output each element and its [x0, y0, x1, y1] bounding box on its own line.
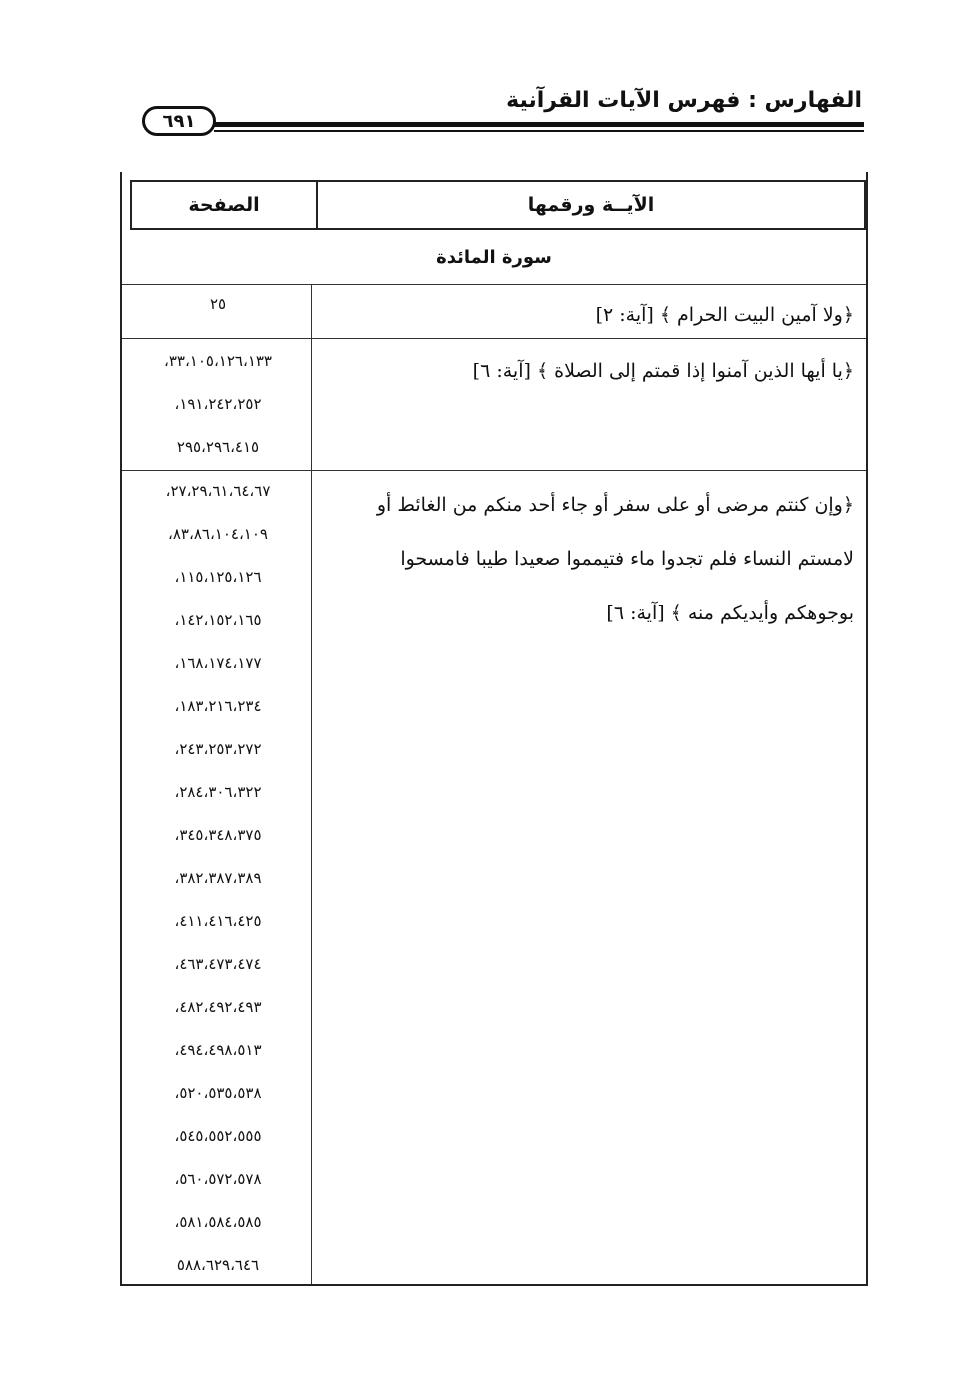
pages-line: ١٤٢،١٥٢،١٦٥، — [174, 611, 262, 629]
pages-line: ٥٤٥،٥٥٢،٥٥٥، — [174, 1127, 262, 1145]
pages-line: ٢٤٣،٢٥٣،٢٧٢، — [174, 740, 262, 758]
verse-line: ﴿وإن كنتم مرضى أو على سفر أو جاء أحد منكم من الغائط أو — [376, 494, 854, 516]
surah-title: سورة المائدة — [122, 230, 866, 285]
pages-line: ٤٨٢،٤٩٢،٤٩٣، — [174, 998, 262, 1016]
table-row — [122, 338, 866, 471]
page-number-badge: ٦٩١ — [142, 106, 216, 136]
pages-line: ١٨٣،٢١٦،٢٣٤، — [174, 697, 262, 715]
pages-cell — [132, 288, 304, 320]
verse-line: ﴿يا أيها الذين آمنوا إذا قمتم إلى الصلاة ﴾ [آية: ٦] — [472, 360, 854, 382]
pages-line: ٣٤٥،٣٤٨،٣٧٥، — [174, 826, 262, 844]
verse-cell — [334, 288, 854, 342]
pages-line: ٢٨٤،٣٠٦،٣٢٢، — [174, 783, 262, 801]
verse-line: بوجوهكم وأيديكم منه ﴾ [آية: ٦] — [606, 602, 854, 624]
table-row — [122, 470, 866, 1286]
header-title: الفهارس : فهرس الآيات القرآنية — [506, 88, 862, 113]
verse-cell — [334, 478, 854, 640]
pages-line: ٥٨٨،٦٢٩،٦٤٦ — [176, 1256, 260, 1274]
header-rule-thin — [214, 130, 864, 132]
table-header-row — [130, 180, 866, 230]
pages-line: ٢٥ — [209, 295, 227, 313]
pages-line: ٢٧،٢٩،٦١،٦٤،٦٧، — [165, 482, 271, 500]
pages-line: ١٦٨،١٧٤،١٧٧، — [174, 654, 262, 672]
table-row — [122, 284, 866, 339]
verse-cell — [334, 344, 854, 398]
pages-line: ٥٦٠،٥٧٢،٥٧٨، — [174, 1170, 262, 1188]
pages-line: ٢٩٥،٢٩٦،٤١٥ — [176, 438, 260, 456]
verse-index-table — [120, 172, 868, 1286]
verse-line: ﴿ولا آمين البيت الحرام ﴾ [آية: ٢] — [595, 304, 854, 326]
pages-line: ٥٢٠،٥٣٥،٥٣٨، — [174, 1084, 262, 1102]
pages-cell — [132, 470, 304, 1287]
pages-line: ٣٣،١٠٥،١٢٦،١٣٣، — [164, 352, 272, 370]
pages-line: ٤١١،٤١٦،٤٢٥، — [174, 912, 262, 930]
pages-line: ٨٣،٨٦،١٠٤،١٠٩، — [168, 525, 268, 543]
pages-line: ٣٨٢،٣٨٧،٣٨٩، — [174, 869, 262, 887]
page-header — [140, 86, 864, 142]
pages-line: ٥٨١،٥٨٤،٥٨٥، — [174, 1213, 262, 1231]
header-rule-thick — [214, 122, 864, 127]
pages-line: ٤٩٤،٤٩٨،٥١٣، — [174, 1041, 262, 1059]
pages-line: ١٩١،٢٤٢،٢٥٢، — [174, 395, 262, 413]
pages-line: ١١٥،١٢٥،١٢٦، — [174, 568, 262, 586]
column-header-verse: الآيــة ورقمها — [316, 182, 864, 228]
verse-line: لامستم النساء فلم تجدوا ماء فتيمموا صعيدا طيبا فامسحوا — [400, 548, 854, 570]
pages-cell — [132, 340, 304, 469]
pages-line: ٤٦٣،٤٧٣،٤٧٤، — [174, 955, 262, 973]
column-header-page: الصفحة — [188, 194, 260, 216]
